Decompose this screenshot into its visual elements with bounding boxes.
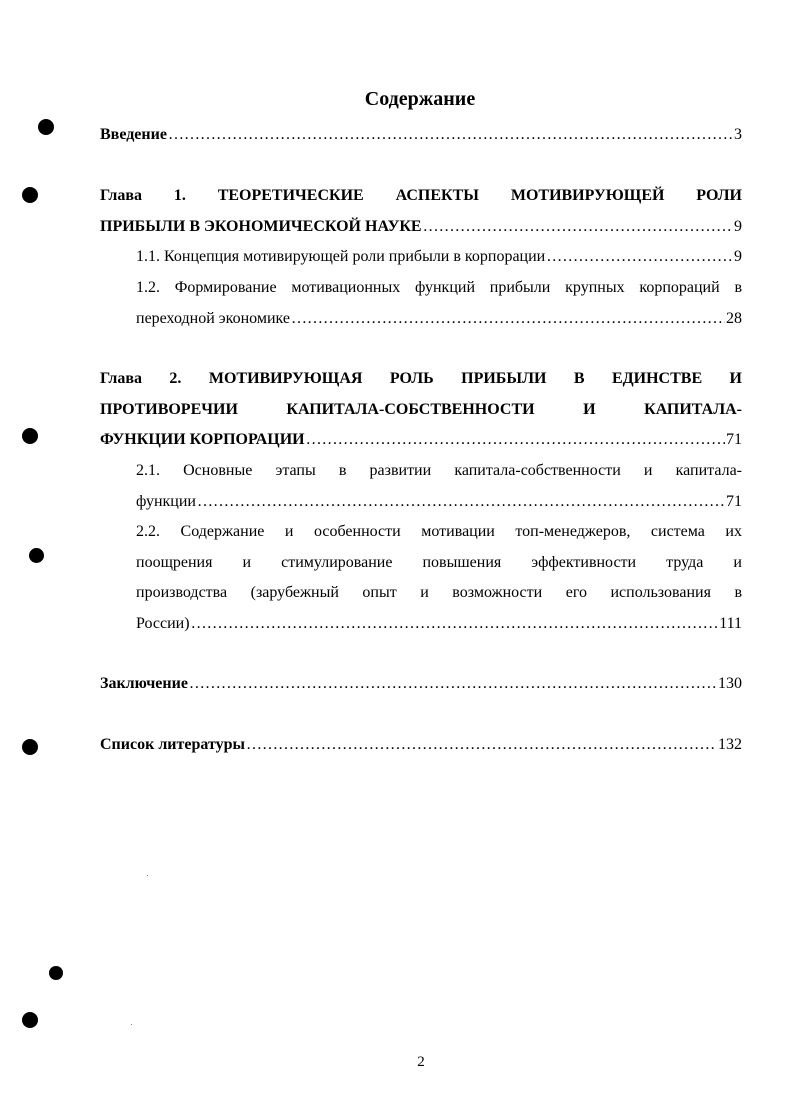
toc-page-number: 71: [726, 492, 742, 510]
toc-page-number: 130: [718, 675, 742, 692]
dot-leader: [246, 730, 717, 761]
toc-entry-line: производства (зарубежный опыт и возможности его использования в: [136, 584, 742, 601]
toc-entry-chapter-1: [100, 181, 742, 242]
toc-page-number: 132: [718, 736, 742, 753]
dot-leader: [423, 212, 733, 243]
toc-entry-section-1-2: [136, 273, 742, 334]
binder-hole: [22, 1012, 38, 1028]
toc-page-number: 9: [734, 217, 742, 235]
dot-leader: [306, 425, 725, 456]
toc-entry-line: ПРОТИВОРЕЧИИ КАПИТАЛА-СОБСТВЕННОСТИ И КАПИТАЛА-: [100, 400, 742, 418]
toc-entry-line: России): [136, 614, 190, 632]
toc-entry-line: ПРИБЫЛИ В ЭКОНОМИЧЕСКОЙ НАУКЕ: [100, 217, 422, 235]
page-number: 2: [417, 1054, 425, 1070]
binder-hole: [22, 187, 38, 203]
toc-entry-line: Глава 1. ТЕОРЕТИЧЕСКИЕ АСПЕКТЫ МОТИВИРУЮЩЕЙ РОЛИ: [100, 187, 742, 204]
binder-hole: [22, 739, 38, 755]
toc-entry-line: Глава 2. МОТИВИРУЮЩАЯ РОЛЬ ПРИБЫЛИ В ЕДИНСТВЕ И: [100, 370, 742, 387]
toc-page-number: 111: [719, 614, 742, 632]
toc-entry-section-2-2: [136, 517, 742, 639]
binder-hole: [38, 119, 54, 135]
toc-entry-conclusion: [100, 669, 742, 700]
toc-entry-line: функции: [136, 492, 196, 510]
toc-entry-bibliography: [100, 730, 742, 761]
scan-speck: [147, 875, 148, 876]
dot-leader: [191, 609, 719, 640]
binder-hole: [49, 966, 63, 980]
toc-title: Содержание: [364, 88, 476, 110]
toc-entry-line: 1.2. Формирование мотивационных функций прибыли крупных корпораций в: [136, 279, 742, 296]
toc-entry-label: 1.1. Концепция мотивирующей роли прибыли в корпорации: [136, 248, 546, 265]
binder-hole: [29, 548, 44, 563]
toc-entry-line: поощрения и стимулирование повышения эффективности труда и: [136, 553, 742, 571]
dot-leader: [197, 487, 725, 518]
toc-entry-section-2-1: [136, 456, 742, 517]
toc-entry-introduction: [100, 120, 742, 151]
toc-page-number: 3: [734, 126, 742, 143]
binder-hole: [22, 428, 38, 444]
scan-speck: [131, 1024, 132, 1025]
toc-entry-line: ФУНКЦИИ КОРПОРАЦИИ: [100, 431, 305, 448]
dot-leader: [291, 304, 725, 335]
toc-entry-section-1-1: [136, 242, 742, 273]
toc-entry-label: Список литературы: [100, 736, 245, 753]
toc-entry-line: 2.2. Содержание и особенности мотивации топ-менеджеров, система их: [136, 523, 742, 540]
toc-entry-label: Введение: [100, 126, 167, 143]
toc-entry-line: переходной экономике: [136, 309, 290, 327]
toc-entry-line: 2.1. Основные этапы в развитии капитала-собственности и капитала-: [136, 462, 742, 479]
dot-leader: [546, 242, 733, 273]
toc-page-number: 71: [726, 431, 742, 448]
toc-page-number: 28: [726, 309, 742, 327]
dot-leader: [189, 669, 717, 700]
toc-entry-chapter-2: [100, 364, 742, 456]
dot-leader: [168, 120, 733, 151]
toc-page-number: 9: [734, 248, 742, 265]
toc-entry-label: Заключение: [100, 675, 188, 692]
